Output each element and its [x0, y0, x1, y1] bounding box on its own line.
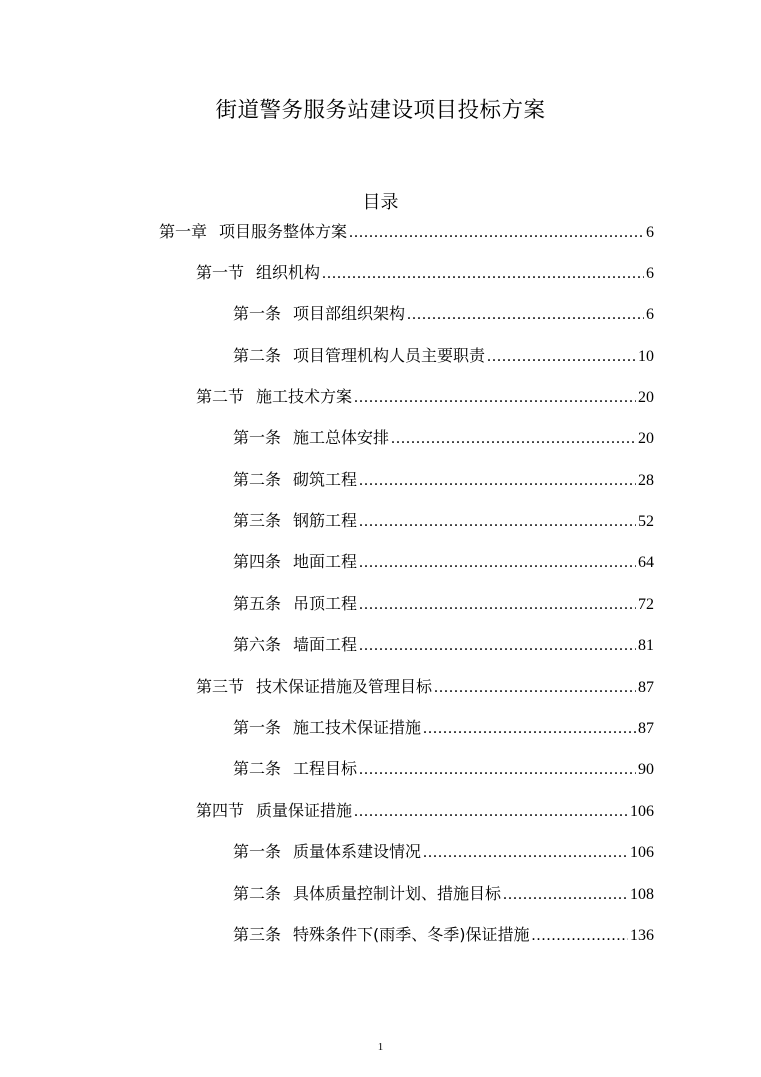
toc-entry-page: 87: [638, 720, 654, 737]
toc-entry-article[interactable]: [233, 301, 654, 327]
toc-leader-dots: [349, 220, 644, 246]
toc-entry-page: 90: [638, 761, 654, 778]
toc-entry-page: 6: [646, 265, 654, 282]
toc-entry-section[interactable]: [196, 384, 654, 410]
toc-entry-number: 第六条: [233, 635, 282, 654]
page-number: 1: [377, 1041, 384, 1053]
toc-entry-article[interactable]: [233, 549, 654, 575]
toc-entry-title: 特殊条件下(雨季、冬季)保证措施: [293, 925, 530, 944]
toc-entry-page: 106: [630, 844, 654, 861]
toc-entry-number: 第一条: [233, 842, 282, 861]
toc-entry-number: 第四节: [196, 801, 245, 820]
toc-entry-number: 第三节: [196, 677, 245, 696]
toc-leader-dots: [407, 302, 644, 328]
toc-leader-dots: [322, 261, 644, 287]
toc-leader-dots: [359, 592, 636, 618]
toc-entry-title: 吊顶工程: [293, 594, 358, 613]
toc-entry-article[interactable]: [233, 839, 654, 865]
toc-entry-page: 6: [646, 224, 654, 241]
toc-entry-page: 87: [638, 679, 654, 696]
toc-entry-number: 第二条: [233, 884, 282, 903]
toc-entry-title: 质量体系建设情况: [293, 842, 422, 861]
toc-entry-title: 技术保证措施及管理目标: [256, 677, 433, 696]
toc-entry-article[interactable]: [233, 756, 654, 782]
toc-entry-page: 52: [638, 513, 654, 530]
toc-entry-number: 第一条: [233, 718, 282, 737]
toc-entry-number: 第二条: [233, 759, 282, 778]
toc-leader-dots: [532, 923, 628, 949]
toc-heading: 目录: [362, 192, 399, 213]
toc-entry-page: 64: [638, 554, 654, 571]
toc-entry-article[interactable]: [233, 715, 654, 741]
toc-entry-number: 第二条: [233, 470, 282, 489]
toc-entry-article[interactable]: [233, 881, 654, 907]
toc-entry-page: 106: [630, 803, 654, 820]
toc-leader-dots: [487, 344, 636, 370]
toc-entry-title: 项目管理机构人员主要职责: [293, 346, 486, 365]
toc-entry-number: 第三条: [233, 925, 282, 944]
toc-entry-article[interactable]: [233, 922, 654, 948]
toc-entry-number: 第五条: [233, 594, 282, 613]
toc-entry-title: 施工技术方案: [256, 387, 353, 406]
toc-entry-number: 第二节: [196, 387, 245, 406]
toc-entry-title: 具体质量控制计划、措施目标: [293, 884, 502, 903]
toc-leader-dots: [354, 799, 628, 825]
toc-leader-dots: [354, 385, 636, 411]
toc-entry-title: 地面工程: [293, 552, 358, 571]
toc-entry-article[interactable]: [233, 343, 654, 369]
toc-leader-dots: [359, 509, 636, 535]
toc-entry-number: 第四条: [233, 552, 282, 571]
toc-entry-page: 28: [638, 472, 654, 489]
toc-entry-number: 第一条: [233, 428, 282, 447]
toc-leader-dots: [503, 882, 628, 908]
toc-entry-number: 第二条: [233, 346, 282, 365]
toc-entry-title: 砌筑工程: [293, 470, 358, 489]
toc-entry-title: 项目服务整体方案: [219, 222, 348, 241]
document-title: 街道警务服务站建设项目投标方案: [215, 98, 546, 123]
toc-entry-page: 72: [638, 596, 654, 613]
toc-entry-title: 质量保证措施: [256, 801, 353, 820]
toc-entry-number: 第三条: [233, 511, 282, 530]
toc-entry-number: 第一章: [159, 222, 208, 241]
toc-entry-title: 组织机构: [256, 263, 321, 282]
toc-entry-title: 钢筋工程: [293, 511, 358, 530]
toc-leader-dots: [423, 840, 628, 866]
toc-leader-dots: [434, 675, 636, 701]
toc-leader-dots: [359, 550, 636, 576]
toc-entry-number: 第一条: [233, 304, 282, 323]
toc-entry-title: 墙面工程: [293, 635, 358, 654]
toc-entry-article[interactable]: [233, 425, 654, 451]
toc-entry-title: 施工技术保证措施: [293, 718, 422, 737]
toc-entry-number: 第一节: [196, 263, 245, 282]
toc-entry-article[interactable]: [233, 632, 654, 658]
toc-entry-page: 108: [630, 886, 654, 903]
toc-leader-dots: [423, 716, 636, 742]
toc-entry-chapter[interactable]: [159, 219, 654, 245]
toc-leader-dots: [391, 426, 636, 452]
toc-leader-dots: [359, 468, 636, 494]
toc-entry-title: 项目部组织架构: [293, 304, 406, 323]
toc-entry-page: 136: [630, 927, 654, 944]
toc-entry-section[interactable]: [196, 798, 654, 824]
toc-entry-page: 20: [638, 389, 654, 406]
toc-entry-article[interactable]: [233, 508, 654, 534]
toc-entry-article[interactable]: [233, 467, 654, 493]
toc-entry-title: 工程目标: [293, 759, 358, 778]
toc-entry-page: 10: [638, 348, 654, 365]
toc-leader-dots: [359, 757, 636, 783]
toc-leader-dots: [359, 633, 636, 659]
toc-entry-section[interactable]: [196, 674, 654, 700]
toc-entry-article[interactable]: [233, 591, 654, 617]
toc-entry-page: 20: [638, 430, 654, 447]
toc-entry-title: 施工总体安排: [293, 428, 390, 447]
toc-entry-section[interactable]: [196, 260, 654, 286]
toc-entry-page: 6: [646, 306, 654, 323]
toc-entry-page: 81: [638, 637, 654, 654]
